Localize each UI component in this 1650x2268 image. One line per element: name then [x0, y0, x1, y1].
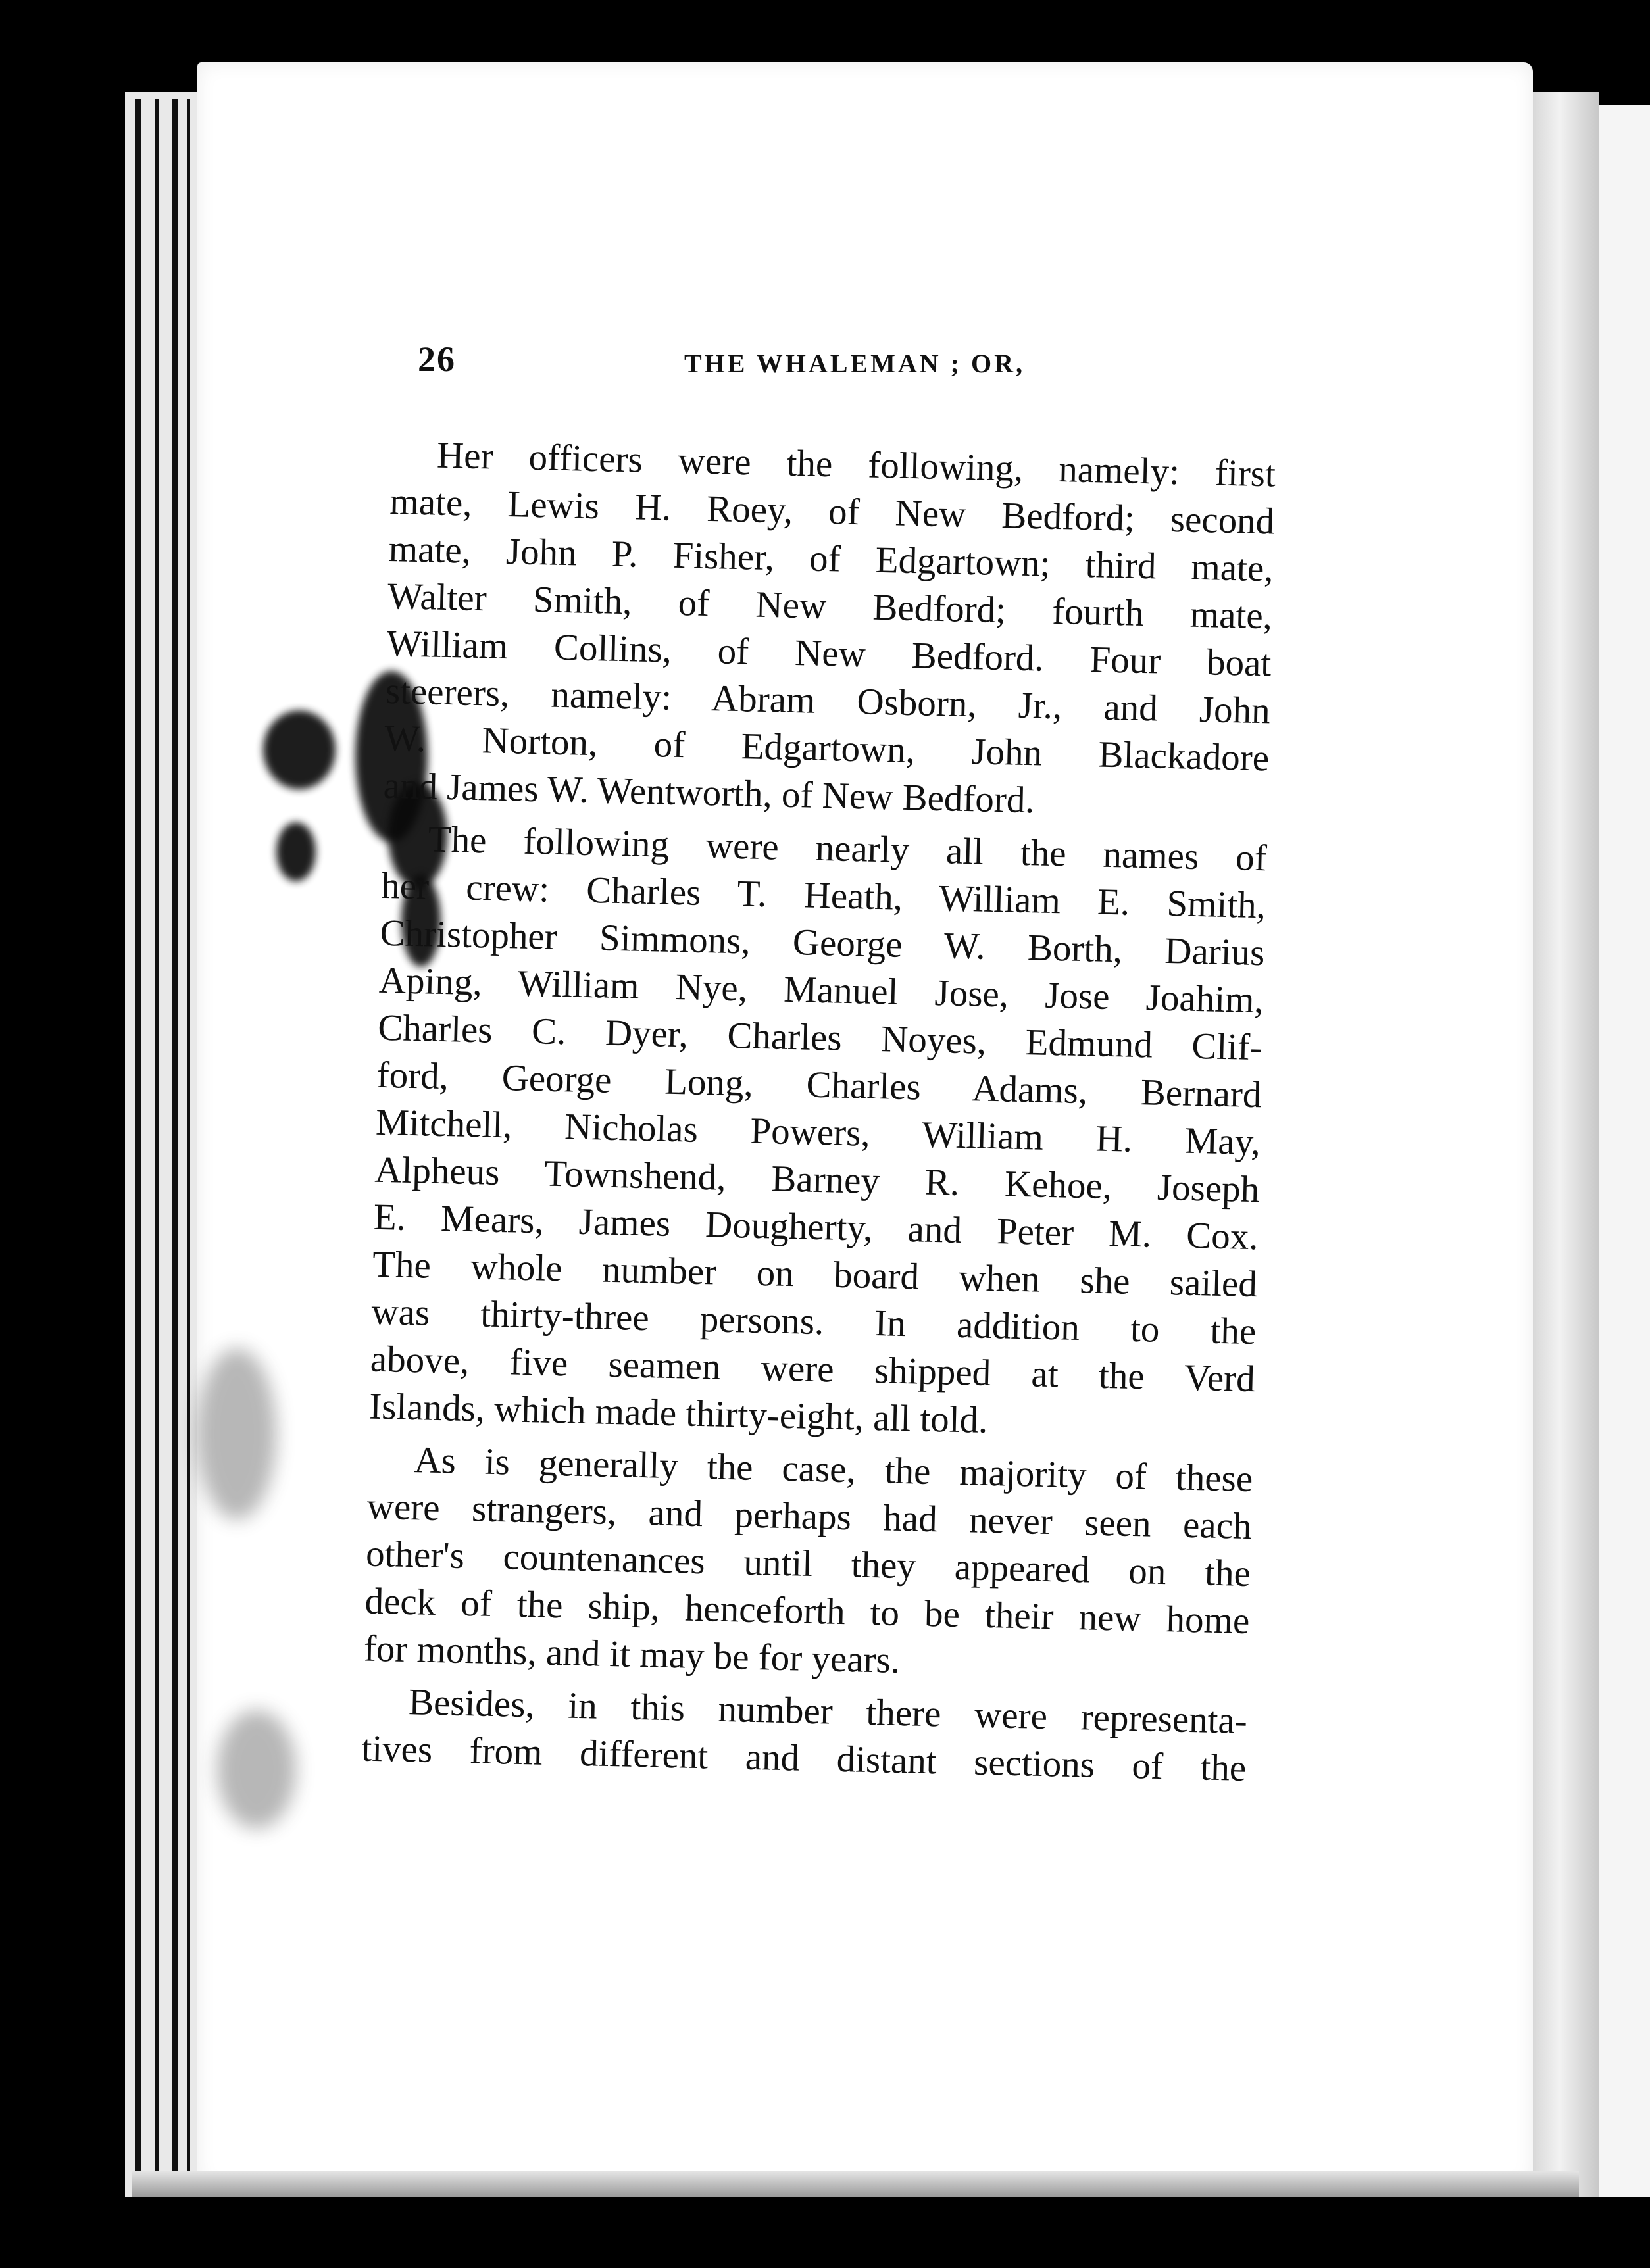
binding-line: [187, 99, 190, 2190]
text-line: William Collins, of New Bedford. Four boat: [386, 622, 1272, 685]
paragraph: [361, 1678, 1248, 1792]
water-stain: [217, 1710, 296, 1829]
text-line: was thirty-three persons. In addition to the: [370, 1291, 1257, 1353]
page-bottom-edge: [132, 2171, 1579, 2197]
text-line: The following were nearly all the names of: [428, 818, 1268, 879]
running-title: THE WHALEMAN ; OR,: [684, 349, 1025, 378]
text-line: Christopher Simmons, George W. Borth, Darius: [379, 912, 1266, 974]
text-line: above, five seamen were shipped at the Verd: [370, 1338, 1256, 1400]
text-line: were strangers, and perhaps had never seen each: [366, 1485, 1253, 1548]
text-line: W. Norton, of Edgartown, John Blackadore: [384, 717, 1270, 779]
ink-stain: [276, 822, 316, 881]
text-line: Aping, William Nye, Manuel Jose, Jose Joahim,: [378, 959, 1264, 1022]
text-line: Alpheus Townshend, Barney R. Kehoe, Joseph: [374, 1148, 1260, 1211]
text-line: Islands, which made thirty-eight, all told.: [368, 1385, 989, 1441]
text-line: Charles C. Dyer, Charles Noyes, Edmund Clif-: [377, 1006, 1263, 1069]
text-line: The whole number on board when she sailed: [372, 1243, 1258, 1306]
binding-line: [172, 99, 178, 2190]
text-line: and James W. Wentworth, of New Bedford.: [383, 764, 1036, 822]
page-fore-edge: [1533, 92, 1599, 2197]
paragraph: [369, 815, 1268, 1450]
text-line: Her officers were the following, namely: first: [436, 434, 1276, 495]
page-number: 26: [418, 339, 456, 379]
text-line: deck of the ship, henceforth to be their new home: [364, 1580, 1250, 1642]
text-line: steerers, namely: Abram Osborn, Jr., and John: [385, 670, 1271, 732]
text-line: her crew: Charles T. Heath, William E. Smith,: [380, 864, 1266, 927]
text-line: E. Mears, James Dougherty, and Peter M. Cox.: [373, 1196, 1259, 1258]
paragraph: [363, 1436, 1253, 1692]
facing-page-edge: [1599, 105, 1650, 2197]
text-line: tives from different and distant sections of the: [361, 1727, 1247, 1789]
text-line: other's countenances until they appeared on the: [365, 1533, 1251, 1595]
text-line: As is generally the case, the majority of these: [413, 1439, 1253, 1500]
binding-line: [135, 99, 141, 2190]
paragraph: [383, 431, 1276, 829]
binding-line: [155, 99, 159, 2190]
water-stain: [197, 1348, 276, 1519]
text-line: mate, John P. Fisher, of Edgartown; third mate,: [388, 528, 1274, 590]
body-text: [361, 431, 1276, 1798]
text-line: Walter Smith, of New Bedford; fourth mate,: [387, 575, 1273, 637]
running-head: [418, 339, 1444, 391]
text-line: mate, Lewis H. Roey, of New Bedford; second: [389, 480, 1275, 543]
text-line: Besides, in this number there were representa-: [408, 1681, 1248, 1742]
text-line: ford, George Long, Charles Adams, Bernard: [376, 1054, 1262, 1116]
text-line: Mitchell, Nicholas Powers, William H. May,: [375, 1101, 1261, 1164]
ink-stain: [263, 710, 336, 789]
text-line: for months, and it may be for years.: [363, 1627, 901, 1682]
